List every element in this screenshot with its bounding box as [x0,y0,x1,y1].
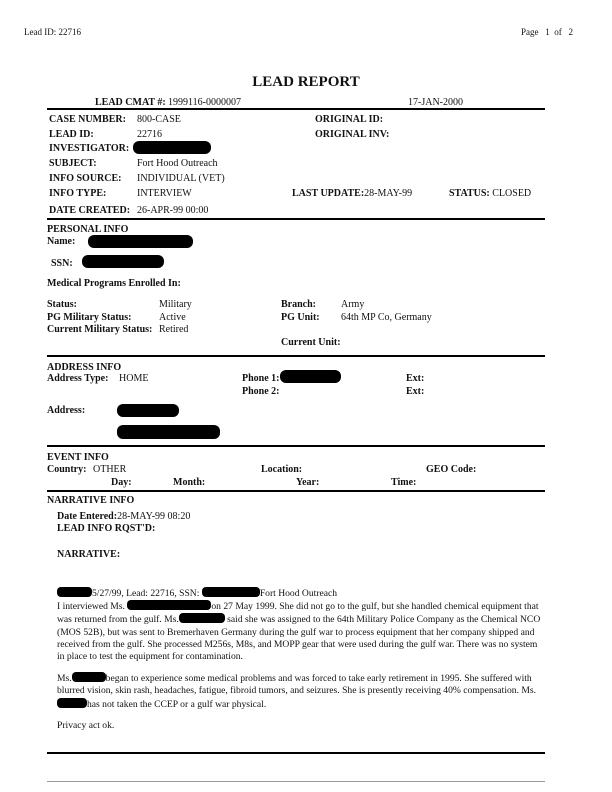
date-entered-label: Date Entered: [57,511,118,522]
phone1-label: Phone 1: [242,373,280,384]
month-label: Month: [173,477,206,488]
pg-unit-value: 64th MP Co, Germany [341,312,432,323]
page-total: 2 [568,27,573,37]
name-redaction-inline [57,698,87,708]
narrative-label: NARRATIVE: [57,549,121,560]
narrative-paragraph-2 [57,672,547,711]
name-label: Name: [47,236,76,247]
narrative-p3-c: has not taken the CCEP or a gulf war physical. [87,698,267,710]
last-update-value: 28-MAY-99 [364,188,413,199]
subject-label: SUBJECT: [49,158,97,169]
address-redaction-2 [117,425,220,439]
info-source-label: INFO SOURCE: [49,173,122,184]
subject-value: Fort Hood Outreach [137,158,218,169]
event-heading: EVENT INFO [47,452,109,463]
info-type-label: INFO TYPE: [49,188,107,199]
address-redaction-1 [117,404,179,417]
name-redaction-inline [179,613,225,623]
country-label: Country: [47,464,87,475]
medical-programs-label: Medical Programs Enrolled In: [47,278,181,289]
name-redaction-inline [57,587,92,597]
personal-heading: PERSONAL INFO [47,224,129,235]
address-type-label: Address Type: [47,373,109,384]
status-mil-label: Status: [47,299,78,310]
location-label: Location: [261,464,303,475]
case-number-label: CASE NUMBER: [49,114,126,125]
name-redaction-inline [127,600,211,610]
info-source-value: INDIVIDUAL (VET) [137,173,225,184]
event-rule [47,490,545,492]
personal-rule [47,355,545,357]
narrative-paragraph-3: Privacy act ok. [57,719,115,731]
name-redaction-inline [72,672,106,682]
phone1-redaction [280,370,341,383]
ext1-label: Ext: [406,373,425,384]
original-inv-label: ORIGINAL INV: [315,129,390,140]
branch-value: Army [341,299,365,310]
footer-rule [47,781,545,782]
original-id-label: ORIGINAL ID: [315,114,384,125]
page-of: of [554,27,562,37]
status-value: CLOSED [492,188,532,199]
narrative-p2-b: on 27 May 1999. She did not go to the gulf, but she handled chemical equipment that was returned from the gulf. Ms. [57,601,539,626]
info-type-value: INTERVIEW [137,188,192,199]
top-rule [47,108,545,110]
year-label: Year: [296,477,320,488]
page-indicator [521,27,573,37]
pg-unit-label: PG Unit: [281,312,320,323]
status [449,188,531,199]
status-label: STATUS: [449,188,490,199]
time-label: Time: [391,477,417,488]
ext2-label: Ext: [406,386,425,397]
address-heading: ADDRESS INFO [47,362,122,373]
geo-code-label: GEO Code: [426,464,477,475]
status-mil-value: Military [159,299,192,310]
cmat-label: LEAD CMAT #: [95,97,166,108]
date-created-value: 26-APR-99 00:00 [137,205,209,216]
current-status-label: Current Military Status: [47,324,153,335]
investigator-label: INVESTIGATOR: [49,143,130,154]
ssn-redaction-inline [202,587,260,597]
phone2-label: Phone 2: [242,386,280,397]
current-status-value: Retired [159,324,189,335]
date-entered [57,511,190,522]
date-created-label: DATE CREATED: [49,205,131,216]
last-update [292,188,412,199]
header-lead-id: Lead ID: 22716 [24,27,81,37]
narrative-p3-a: Ms. [57,673,72,685]
branch-label: Branch: [281,299,316,310]
ssn-redaction [82,255,164,268]
lead-id-label: LEAD ID: [49,129,94,140]
narrative-p2-c: said she was assigned to the 64th Military Police Company as the Chemical NCO (MOS 52B), but was sent to Bremerhaven Germany during the gulf war to process equipment that her company shipped and received from the gulf. She processed M256s, M8s, and MOPP gear that were used during the gulf war. There was no system in place to test the equipment for contamination. [57,614,541,663]
narrative-paragraph-1 [57,587,547,663]
pg-status-value: Active [159,312,186,323]
case-number-value: 800-CASE [137,114,181,125]
cmat-date: 17-JAN-2000 [408,97,463,108]
ssn-label: SSN: [51,258,73,269]
narrative-p3-b: began to experience some medical problems and was forced to take early retirement in 1995. She suffered with blurred vision, skin rash, headaches, fatigue, fibroid tumors, and seizures. She is presently receiving 40% compensation. Ms. [57,673,537,697]
name-redaction [88,235,193,248]
lead-info-rqst-label: LEAD INFO RQST'D: [57,523,156,534]
day-label: Day: [111,477,132,488]
date-entered-value: 28-MAY-99 08:20 [117,511,191,522]
page-number: 1 [545,27,550,37]
country-value: OTHER [93,464,127,475]
narrative-p1-b: Fort Hood Outreach [259,588,338,599]
case-rule [47,218,545,220]
investigator-redaction [133,141,211,154]
narrative-p2-a: I interviewed Ms. [57,601,125,613]
address-type-value: HOME [119,373,149,384]
pg-status-label: PG Military Status: [47,312,132,323]
narrative-text [57,587,547,741]
lead-id-value: 22716 [137,129,162,140]
narrative-heading: NARRATIVE INFO [47,495,135,506]
page-title: LEAD REPORT [252,74,360,90]
narrative-p1-a: 5/27/99, Lead: 22716, SSN: [92,588,200,599]
page-label: Page [521,27,539,37]
address-rule [47,445,545,447]
current-unit-label: Current Unit: [281,337,341,348]
cmat-value: 1999116-0000007 [168,97,241,108]
address-label: Address: [47,405,86,416]
bottom-rule [47,752,545,754]
last-update-label: LAST UPDATE: [292,188,365,199]
